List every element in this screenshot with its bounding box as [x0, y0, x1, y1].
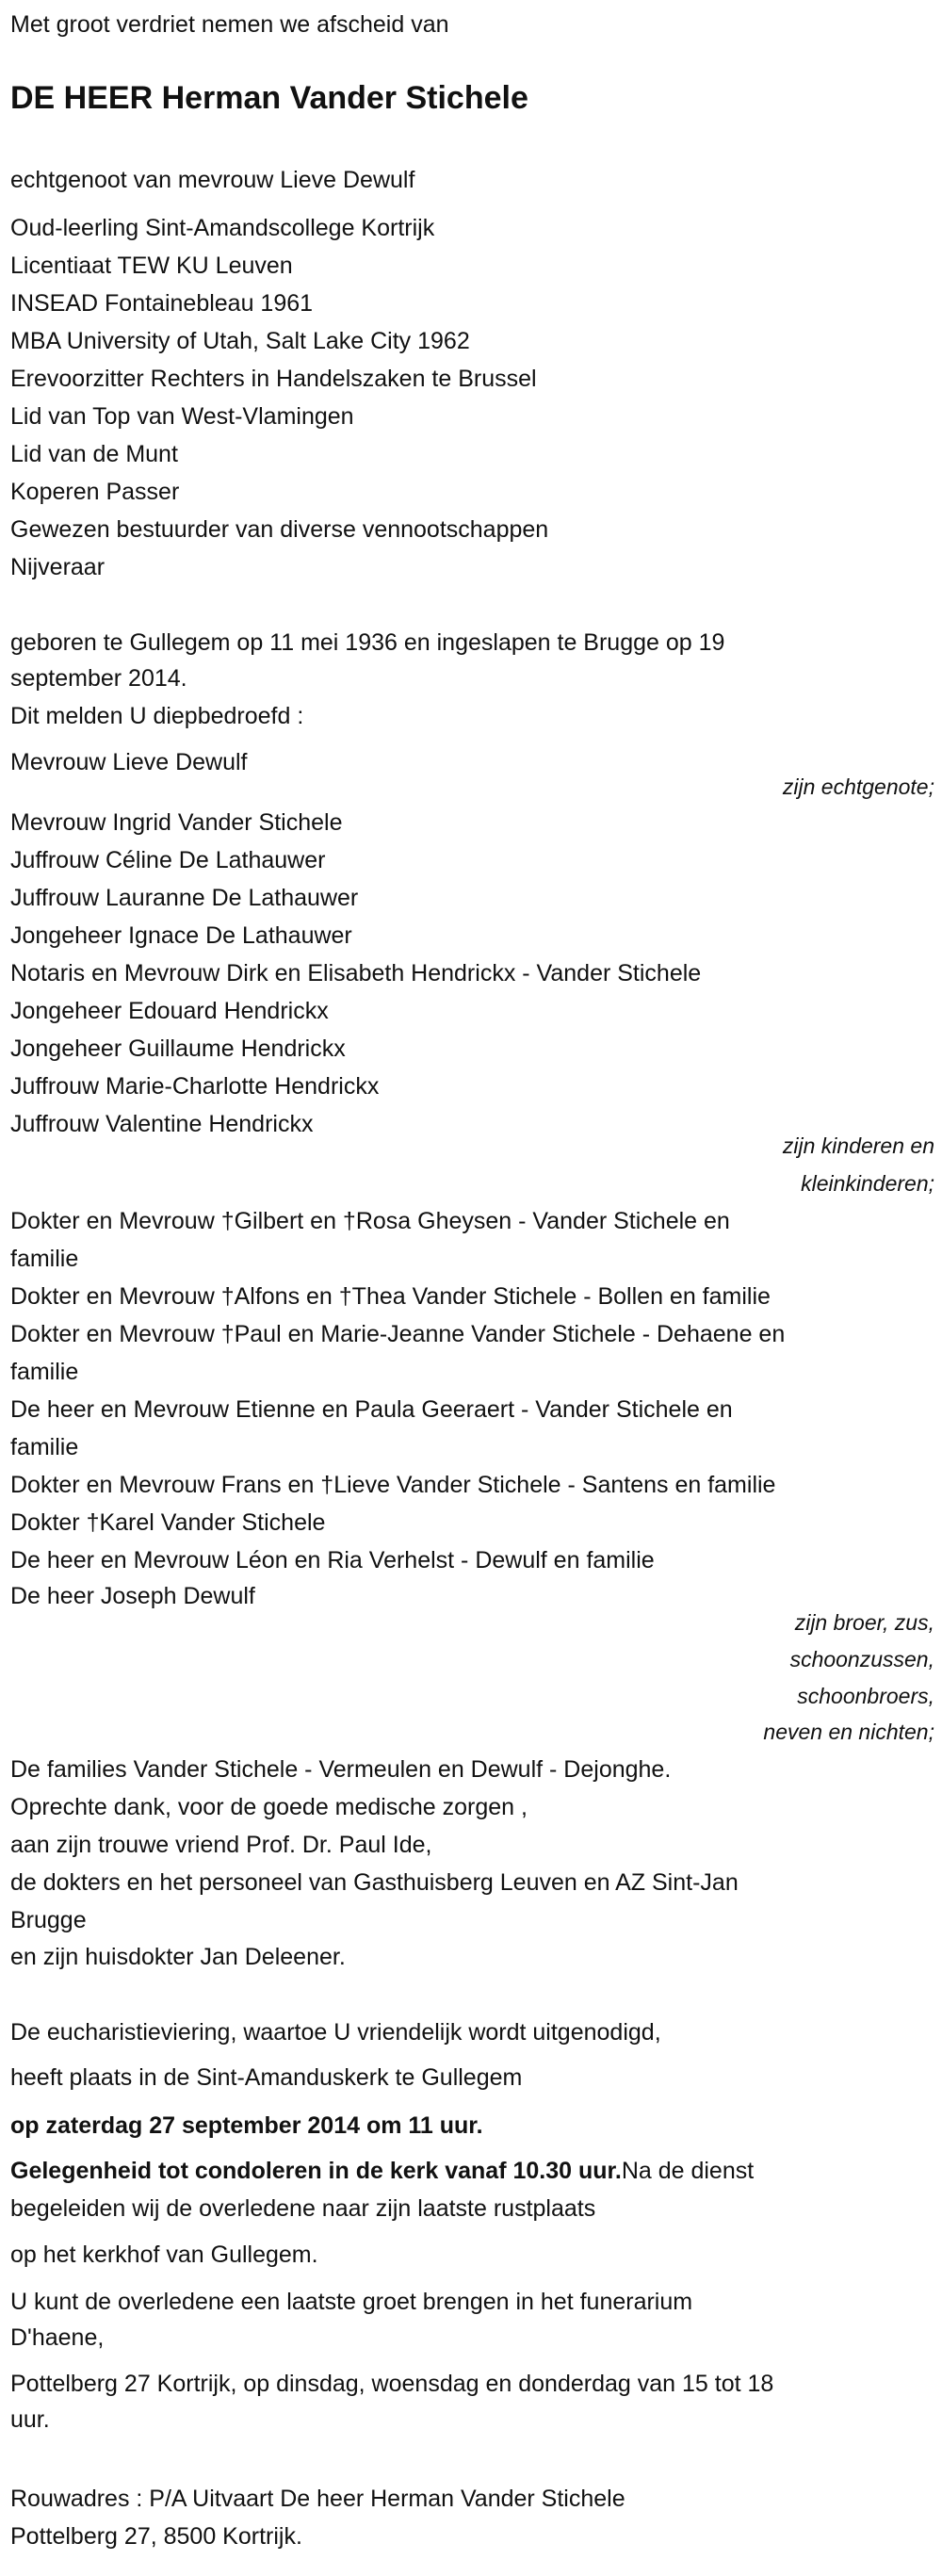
family-member: De heer en Mevrouw Etienne en Paula Geeraert - Vander Stichele en [10, 1396, 733, 1423]
wife-note: zijn echtgenote; [782, 774, 934, 799]
bio-item: Koperen Passer [10, 479, 180, 505]
bio-item: Licentiaat TEW KU Leuven [10, 253, 293, 279]
bio-item: Lid van Top van West-Vlamingen [10, 403, 354, 430]
family-member: Dokter †Karel Vander Stichele [10, 1509, 326, 1536]
siblings-note: neven en nichten; [763, 1720, 934, 1744]
family-member: Dokter en Mevrouw †Alfons en †Thea Vander Stichele - Bollen en familie [10, 1283, 771, 1310]
visit-line: U kunt de overledene een laatste groet brengen in het funerarium [10, 2289, 693, 2315]
bio-item: Erevoorzitter Rechters in Handelszaken te Brussel [10, 366, 537, 392]
family-member: Juffrouw Valentine Hendrickx [10, 1111, 314, 1137]
spouse-line: echtgenoot van mevrouw Lieve Dewulf [10, 167, 415, 193]
siblings-note: schoonzussen, [789, 1647, 934, 1671]
intro-text: Met groot verdriet nemen we afscheid van [10, 11, 449, 38]
mourning-address: Pottelberg 27, 8500 Kortrijk. [10, 2523, 302, 2550]
service-line: begeleiden wij de overledene naar zijn laatste rustplaats [10, 2195, 596, 2222]
children-note: kleinkinderen; [801, 1171, 934, 1196]
visit-line: D'haene, [10, 2324, 105, 2351]
family-member: Mevrouw Ingrid Vander Stichele [10, 809, 343, 836]
page-title: DE HEER Herman Vander Stichele [10, 80, 528, 116]
family-member: familie [10, 1246, 79, 1272]
service-line: op het kerkhof van Gullegem. [10, 2242, 318, 2268]
thanks-line: Oprechte dank, voor de goede medische zorgen , [10, 1794, 528, 1820]
family-member: Juffrouw Marie-Charlotte Hendrickx [10, 1073, 380, 1100]
bio-item: Nijveraar [10, 554, 106, 580]
siblings-note: zijn broer, zus, [794, 1610, 934, 1635]
thanks-line: Brugge [10, 1907, 87, 1933]
family-member: De heer en Mevrouw Léon en Ria Verhelst - Dewulf en familie [10, 1547, 655, 1573]
family-member: Notaris en Mevrouw Dirk en Elisabeth Hendrickx - Vander Stichele [10, 960, 702, 986]
condolence-time: Gelegenheid tot condoleren in de kerk vanaf 10.30 uur. [10, 2158, 622, 2184]
announce-text: Dit melden U diepbedroefd : [10, 703, 304, 729]
thanks-line: de dokters en het personeel van Gasthuisberg Leuven en AZ Sint-Jan [10, 1869, 739, 1896]
bio-item: Gewezen bestuurder van diverse vennootschappen [10, 516, 549, 543]
bio-item: Lid van de Munt [10, 441, 178, 467]
family-member: Juffrouw Lauranne De Lathauwer [10, 885, 359, 911]
bio-item: INSEAD Fontainebleau 1961 [10, 290, 314, 317]
service-line: De eucharistieviering, waartoe U vriendelijk wordt uitgenodigd, [10, 2019, 661, 2046]
family-member: Jongeheer Ignace De Lathauwer [10, 922, 352, 949]
thanks-line: en zijn huisdokter Jan Deleener. [10, 1944, 346, 1970]
family-member: familie [10, 1434, 79, 1460]
service-line: heeft plaats in de Sint-Amanduskerk te Gullegem [10, 2064, 523, 2091]
children-note: zijn kinderen en [782, 1133, 934, 1158]
thanks-line: De families Vander Stichele - Vermeulen en Dewulf - Dejonghe. [10, 1756, 672, 1783]
family-member: Dokter en Mevrouw †Paul en Marie-Jeanne Vander Stichele - Dehaene en [10, 1321, 786, 1347]
family-member: familie [10, 1359, 79, 1385]
service-date: op zaterdag 27 september 2014 om 11 uur. [10, 2112, 483, 2139]
bio-item: MBA University of Utah, Salt Lake City 1962 [10, 328, 470, 354]
family-member: Juffrouw Céline De Lathauwer [10, 847, 326, 873]
thanks-line: aan zijn trouwe vriend Prof. Dr. Paul Ide, [10, 1832, 432, 1858]
family-member: Dokter en Mevrouw †Gilbert en †Rosa Gheysen - Vander Stichele en [10, 1208, 730, 1234]
wife-name: Mevrouw Lieve Dewulf [10, 749, 248, 775]
family-member: Jongeheer Edouard Hendrickx [10, 998, 329, 1024]
visit-time-line: uur. [10, 2406, 50, 2433]
bio-item: Oud-leerling Sint-Amandscollege Kortrijk [10, 215, 435, 241]
condolence-line [10, 2152, 754, 2190]
mourning-address: Rouwadres : P/A Uitvaart De heer Herman Vander Stichele [10, 2486, 625, 2512]
family-member: Jongeheer Guillaume Hendrickx [10, 1035, 346, 1062]
birth-death-line: geboren te Gullegem op 11 mei 1936 en ingeslapen te Brugge op 19 [10, 629, 725, 656]
visit-time-line: Pottelberg 27 Kortrijk, op dinsdag, woensdag en donderdag van 15 tot 18 [10, 2371, 774, 2397]
family-member: Dokter en Mevrouw Frans en †Lieve Vander Stichele - Santens en familie [10, 1472, 776, 1498]
family-member: De heer Joseph Dewulf [10, 1583, 255, 1609]
siblings-note: schoonbroers, [797, 1684, 934, 1708]
birth-death-line: september 2014. [10, 665, 187, 692]
condolence-rest: Na de dienst [621, 2158, 755, 2184]
